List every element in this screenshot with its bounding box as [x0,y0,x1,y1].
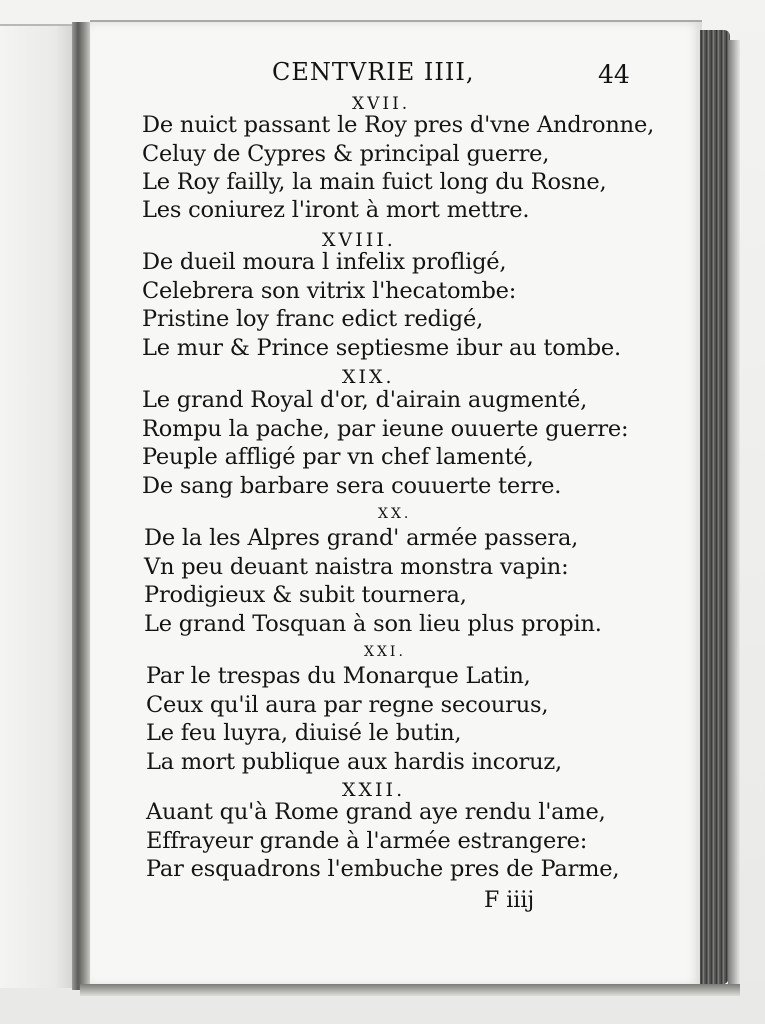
verse-line: Par esquadrons l'embuche pres de Parme, [146,856,620,882]
verse-line: De la les Alpres grand' armée passera, [144,525,579,551]
verse-line: Les coniurez l'iront à mort mettre. [142,197,530,223]
page-number: 44 [598,60,630,89]
verse-line: Ceux qu'il aura par regne secourus, [146,692,549,718]
verse-line: Prodigieux & subit tournera, [144,582,467,608]
verse-line: Pristine loy franc edict redigé, [142,306,484,332]
verse-line: Le feu luyra, diuisé le butin, [146,720,462,746]
verse-line: Rompu la pache, par ieune ouuerte guerre: [142,416,629,442]
verse-line: Le grand Tosquan à son lieu plus propin. [144,611,602,637]
quatrain-numeral: XX. [378,506,412,522]
quatrain-numeral: XVII. [352,94,411,114]
quatrain-numeral: XXII. [342,779,406,801]
quatrain-numeral: XIX. [342,366,395,388]
verse-line: Le Roy failly, la main fuict long du Rosne, [142,169,607,195]
running-title: CENTVRIE IIII, [272,58,475,86]
verse-line: Le grand Royal d'or, d'airain augmenté, [142,387,588,413]
verse-line: Par le trespas du Monarque Latin, [146,663,531,689]
verse-line: Vn peu deuant naistra monstra vapin: [144,554,569,580]
verse-line: Auant qu'à Rome grand aye rendu l'ame, [146,799,606,825]
verse-line: Peuple affligé par vn chef lamenté, [142,444,534,470]
verse-line: De sang barbare sera couuerte terre. [142,473,562,499]
verse-line: De dueil moura l infelix profligé, [142,249,507,275]
quatrain-numeral: XVIII. [322,229,396,251]
verse-line: Celuy de Cypres & principal guerre, [142,141,550,167]
verse-line: Le mur & Prince septiesme ibur au tombe. [142,335,621,361]
verse-line: De nuict passant le Roy pres d'vne Andronne, [142,112,655,138]
verse-line: Celebrera son vitrix l'hecatombe: [142,278,517,304]
signature-mark: F iiij [484,888,535,913]
quatrain-numeral: XXI. [364,644,406,660]
verse-line: La mort publique aux hardis incoruz, [146,749,562,775]
verse-line: Effrayeur grande à l'armée estrangere: [146,828,588,854]
